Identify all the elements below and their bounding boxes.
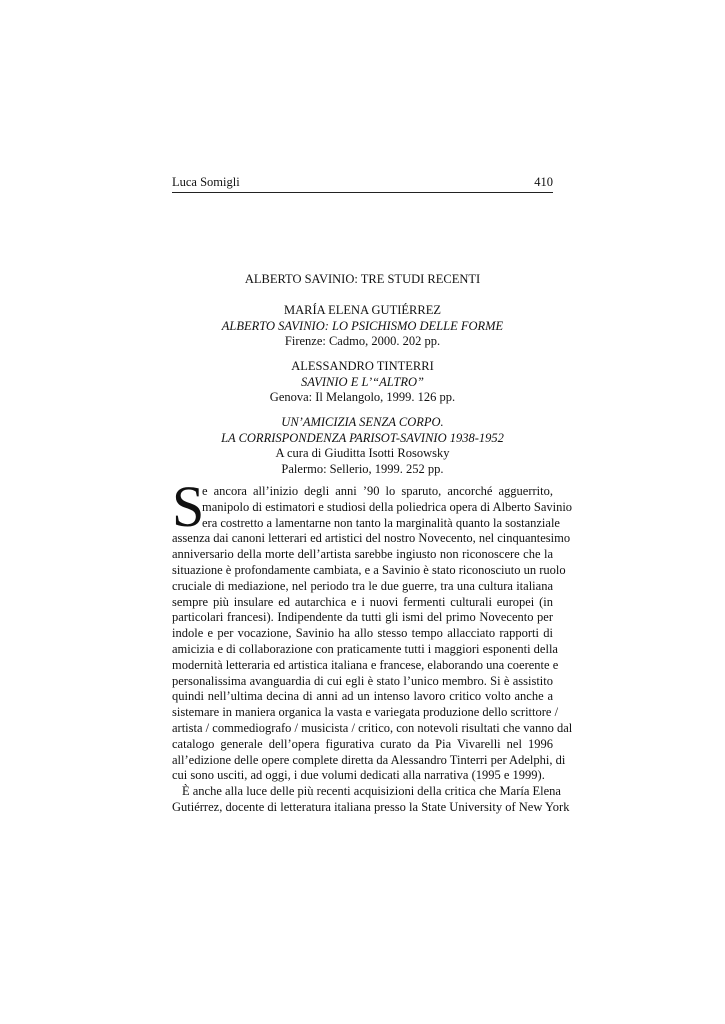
text-line: amicizia e di collaborazione con praticamente tutti i maggiori esponenti della	[172, 641, 558, 656]
book-title: ALBERTO SAVINIO: LO PSICHISMO DELLE FORME	[221, 318, 504, 333]
book-author: ALESSANDRO TINTERRI	[291, 359, 434, 373]
text-line: sistemare in maniera organica la vasta e variegata produzione dello scrittore /	[172, 705, 559, 720]
text-line: cruciale di mediazione, nel periodo tra le due guerre, tra una cultura italiana	[172, 578, 553, 593]
book-title-line-1: UN’AMICIZIA SENZA CORPO.	[281, 415, 444, 429]
book-entry-3	[172, 415, 553, 477]
text-line: assenza dai canoni letterari ed artistici del nostro Novecento, nel cinquantesimo	[172, 531, 571, 546]
header-author: Luca Somigli	[172, 175, 240, 189]
book-editor: A cura di Giuditta Isotti Rosowsky	[275, 446, 450, 460]
section-title: ALBERTO SAVINIO: TRE STUDI RECENTI	[244, 272, 481, 286]
book-author: MARÍA ELENA GUTIÉRREZ	[284, 303, 441, 317]
text-line: sempre più insulare ed autarchica e i nuovi fermenti culturali europei (in	[172, 594, 553, 609]
text-line: anniversario della morte dell’artista sarebbe ingiusto non riconoscere che la	[172, 547, 553, 562]
text-line: era costretto a lamentarne non tanto la marginalità quanto la sostanziale	[202, 515, 560, 530]
text-line: situazione è profondamente cambiata, e a Savinio è stato riconosciuto un ruolo	[172, 562, 566, 577]
body-text	[172, 474, 573, 816]
text-line: personalissima avanguardia di cui egli è stato l’unico membro. Si è assistito	[172, 673, 553, 688]
section-title-block	[172, 272, 553, 288]
text-line: cui sono usciti, ad oggi, i due volumi dedicati alla narrativa (1995 e 1999).	[172, 768, 545, 783]
paragraph-2	[172, 784, 570, 816]
text-line: Gutiérrez, docente di letteratura italiana presso la State University of New York	[172, 799, 570, 814]
text-line: catalogo generale dell’opera figurativa curato da Pia Vivarelli nel 1996	[172, 736, 553, 751]
text-line: e ancora all’inizio degli anni ’90 lo sparuto, ancorché agguerrito,	[202, 484, 553, 498]
page-number: 410	[534, 175, 553, 189]
book-publication: Firenze: Cadmo, 2000. 202 pp.	[284, 334, 441, 348]
text-line: quindi nell’ultima decina di anni ad un intenso lavoro critico volto anche a	[172, 689, 553, 704]
paragraph-1	[172, 474, 573, 784]
drop-cap: S	[172, 474, 205, 539]
book-title-line-2: LA CORRISPONDENZA PARISOT-SAVINIO 1938-1952	[221, 430, 504, 445]
text-line: È anche alla luce delle più recenti acquisizioni della critica che María Elena	[182, 784, 561, 799]
book-entry-2	[172, 359, 553, 406]
book-entry-1	[172, 303, 553, 350]
text-line: manipolo di estimatori e studiosi della poliedrica opera di Alberto Savinio	[202, 499, 573, 514]
book-title: SAVINIO E L’“ALTRO”	[301, 374, 424, 389]
running-header	[172, 175, 553, 193]
text-line: modernità letteraria ed artistica italiana e francese, elaborando una coerente e	[172, 657, 559, 672]
text-line: all’edizione delle opere complete diretta da Alessandro Tinterri per Adelphi, di	[172, 752, 566, 767]
book-publication: Palermo: Sellerio, 1999. 252 pp.	[281, 461, 444, 476]
text-line: particolari francesi). Indipendente da tutti gli ismi del primo Novecento per	[172, 610, 553, 625]
text-line: artista / commediografo / musicista / critico, con notevoli risultati che vanno dal	[172, 720, 573, 735]
book-publication: Genova: Il Melangolo, 1999. 126 pp.	[269, 390, 456, 404]
text-line: indole e per vocazione, Savinio ha allo stesso tempo allacciato rapporti di	[172, 626, 553, 641]
